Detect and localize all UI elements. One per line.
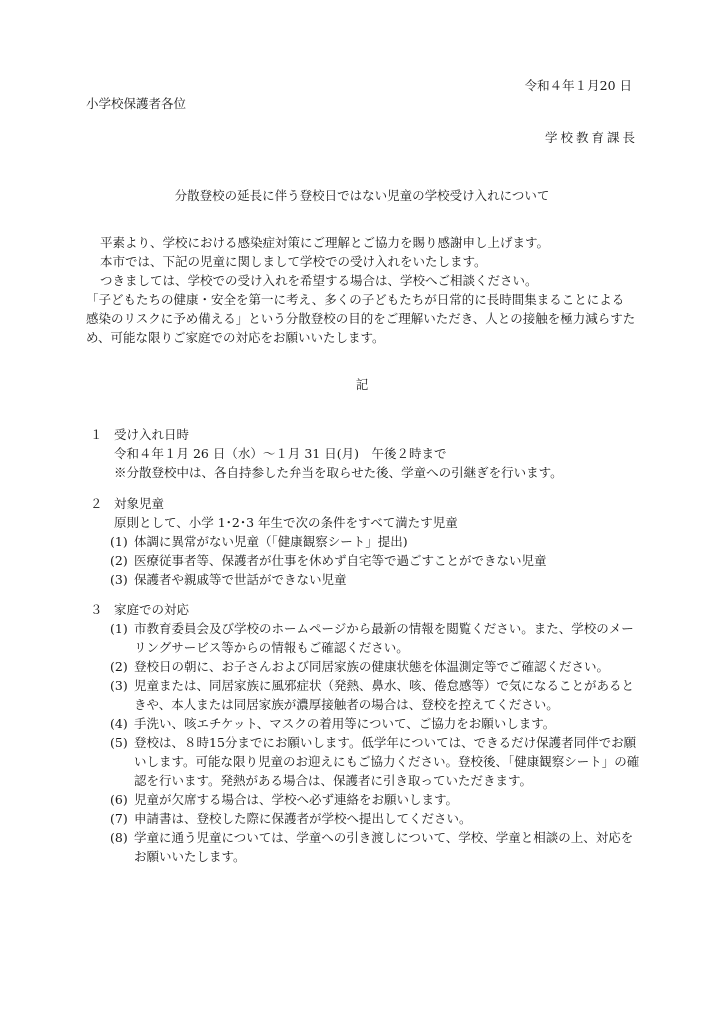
section-heading — [90, 494, 650, 513]
document-date: 令和４年１月20 日 — [524, 78, 632, 93]
section-number: ３ — [90, 602, 103, 617]
sender: 学校教育課長 — [544, 130, 638, 145]
item-mark: (5) — [110, 735, 128, 750]
item-mark: (4) — [110, 716, 128, 731]
list-item — [90, 676, 650, 714]
item-text: 手洗い、咳エチケット、マスクの着用等について、ご協力をお願いします。 — [134, 716, 556, 731]
item-text: いします。可能な限り児童のお迎えにもご協力ください。登校後、「健康観察シート」の確 — [134, 754, 640, 769]
section-number: ２ — [90, 496, 103, 511]
intro-line: 「子どもたちの健康・安全を第一に考え、多くの子どもたちが日常的に長時間集まることによる — [86, 292, 625, 307]
recipient: 小学校保護者各位 — [86, 96, 187, 111]
ki-heading: 記 — [355, 377, 369, 392]
list-item — [90, 828, 650, 866]
item-text: リングサービス等からの情報もご確認ください。 — [134, 640, 409, 655]
item-mark: (7) — [110, 811, 128, 826]
list-item — [90, 570, 650, 589]
item-mark: (1) — [110, 621, 128, 636]
section-title: 対象児童 — [114, 496, 165, 511]
item-text: 医療従事者等、保護者が仕事を休めず自宅等で過ごすことができない児童 — [134, 553, 547, 568]
item-mark: (6) — [110, 792, 128, 807]
section-line: ※分散登校中は、各自持参した弁当を取らせた後、学童への引継ぎを行います。 — [114, 465, 563, 480]
item-mark: (3) — [110, 572, 128, 587]
section-number: １ — [90, 427, 103, 442]
intro-paragraph — [86, 233, 646, 347]
item-text: 市教育委員会及び学校のホームページから最新の情報を閲覧ください。また、学校のメー — [134, 621, 634, 636]
item-mark: (3) — [110, 678, 128, 693]
item-text: きや、本人または同居家族が濃厚接触者の場合は、登校を控えてください。 — [134, 697, 559, 712]
intro-line: め、可能な限りご家庭での対応をお願いいたします。 — [86, 330, 385, 345]
section-title: 家庭での対応 — [114, 602, 190, 617]
item-text: 児童または、同居家族に風邪症状（発熱、鼻水、咳、倦怠感等）で気になることがあると — [134, 678, 635, 693]
intro-line: 感染のリスクに予め備える」という分散登校の目的をご理解いただき、人との接触を極力減らすた — [86, 311, 636, 326]
section-line: 原則として、小学 1･2･3 年生で次の条件をすべて満たす児童 — [114, 515, 458, 530]
item-text: 登校は、８時15分までにお願いします。低学年については、できるだけ保護者同伴でお願 — [134, 735, 637, 750]
item-text: 保護者や親戚等で世話ができない児童 — [134, 572, 347, 587]
item-text: 認を行います。発熱がある場合は、保護者に引き取っていただきます。 — [134, 773, 533, 788]
section-heading — [90, 600, 650, 619]
intro-line: つきましては、学校での受け入れを希望する場合は、学校へご相談ください。 — [100, 273, 538, 288]
list-item — [90, 733, 650, 790]
list-item — [90, 809, 650, 828]
item-text: 申請書は、登校した際に保護者が学校へ提出してください。 — [134, 811, 472, 826]
list-item — [90, 714, 650, 733]
section-home-response — [90, 600, 650, 866]
list-item — [90, 551, 650, 570]
intro-line: 平素より、学校における感染症対策にご理解とご協力を賜り感謝申し上げます。 — [100, 235, 550, 250]
item-text: 登校日の朝に、お子さんおよび同居家族の健康状態を体温測定等でご確認ください。 — [134, 659, 610, 674]
document-title: 分散登校の延長に伴う登校日ではない児童の学校受け入れについて — [174, 188, 550, 203]
list-item — [90, 619, 650, 657]
section-line: 令和４年１月 26 日（水）～１月 31 日(月) 午後２時まで — [114, 446, 447, 461]
section-reception-time — [90, 425, 650, 482]
item-mark: (8) — [110, 830, 128, 845]
item-text: 児童が欠席する場合は、学校へ必ず連絡をお願いします。 — [134, 792, 459, 807]
item-mark: (2) — [110, 659, 128, 674]
section-heading — [90, 425, 650, 444]
list-item — [90, 790, 650, 809]
list-item — [90, 532, 650, 551]
item-mark: (2) — [110, 553, 128, 568]
item-text: 学童に通う児童については、学童への引き渡しについて、学校、学童と相談の上、対応を — [134, 830, 634, 845]
intro-line: 本市では、下記の児童に関しまして学校での受け入れをいたします。 — [100, 254, 487, 269]
list-item — [90, 657, 650, 676]
section-title: 受け入れ日時 — [114, 427, 190, 442]
item-text: 体調に異常がない児童（「健康観察シート」提出) — [134, 534, 408, 549]
item-mark: (1) — [110, 534, 128, 549]
section-target-children — [90, 494, 650, 589]
item-text: お願いいたします。 — [134, 849, 246, 864]
